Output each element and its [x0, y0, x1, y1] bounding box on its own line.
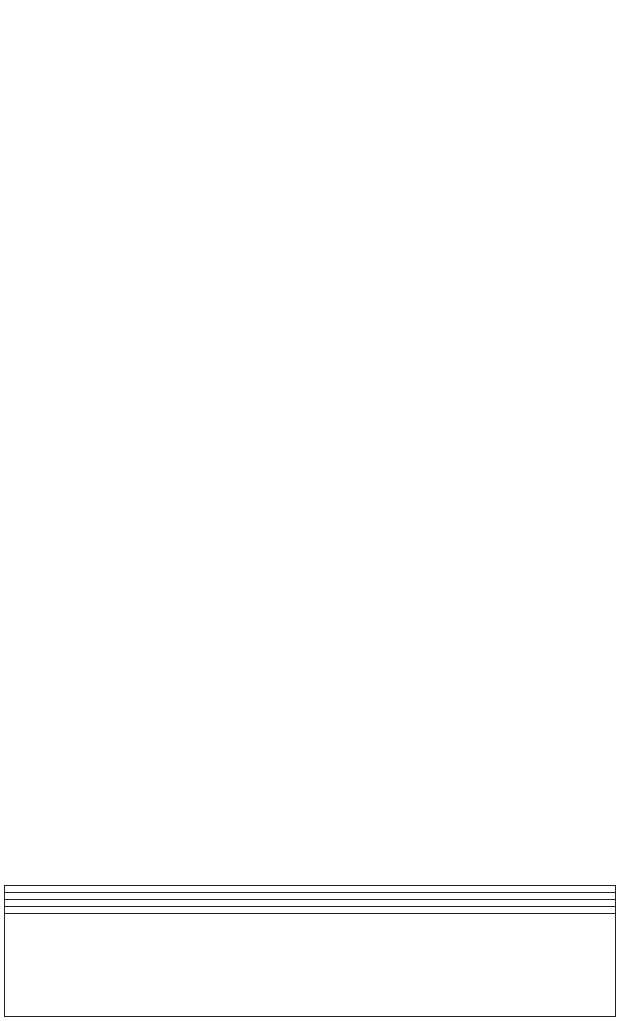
footnote-b: [5, 899, 615, 906]
notes-block: [4, 885, 616, 1017]
footnote-a: [5, 892, 615, 899]
footnote-d: [5, 913, 615, 920]
footnote-c: [5, 906, 615, 913]
